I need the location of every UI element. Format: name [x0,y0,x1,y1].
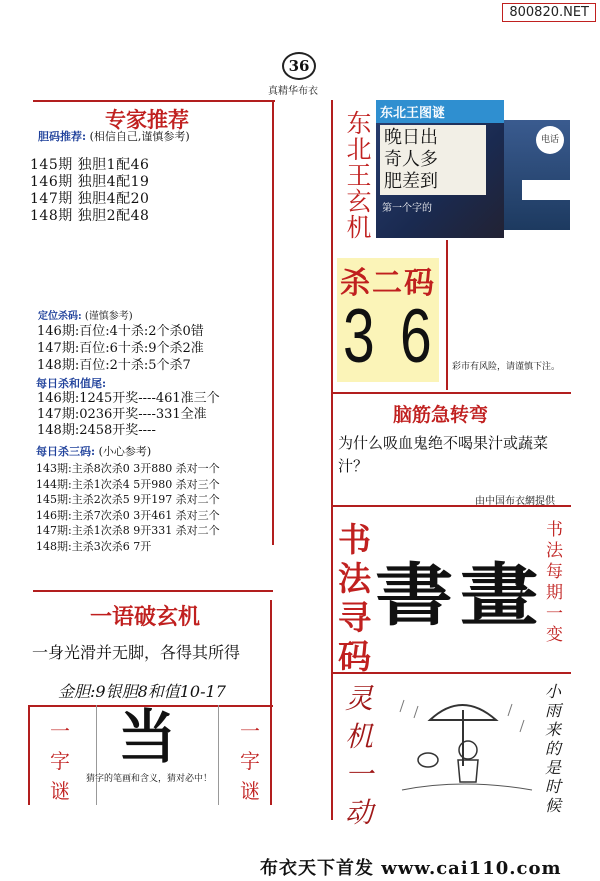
calligraphy-left-title: 书法寻码 [338,520,371,676]
list-item: 146期:1245开奖----461准三个 [37,391,220,406]
ad-phone-panel [504,120,570,230]
ad-heading: 东北王图谜 [376,100,504,123]
masthead-logo: 36 [282,52,316,80]
list-item: 148期 独胆2配48 [30,208,150,224]
list-item: 143期:主杀8次杀0 3开880 杀对一个 [36,462,220,475]
phrase-riddle-title: 一语破玄机 [90,604,201,630]
one-char-side-label-left: 一字谜 [50,719,70,803]
inspiration-title: 灵机一动 [345,682,374,829]
list-item: 147期:主杀1次杀8 9开331 杀对二个 [36,524,220,537]
phone-icon: 电话 [536,126,564,154]
experts-title: 专家推荐 [105,107,189,132]
calligraphy-glyph: 書畫 [375,556,546,636]
ad-line: 晚日出 [384,127,438,148]
phrase-riddle-text: 一身光滑并无脚，各得其所得 [32,643,241,662]
list-item: 146期:百位:4十杀:2个杀0错 [37,324,204,339]
experts-list [30,157,149,225]
experts-subtitle-note: (相信自己,谨慎参考) [89,130,190,143]
list-item: 147期:百位:6十杀:9个杀2准 [37,341,204,356]
list-item: 145期:主杀2次杀5 9开197 杀对二个 [36,493,220,506]
daily-three-list [36,461,220,554]
kill-two-title: 杀二码 [340,266,436,301]
risk-note: 彩市有风险，请谨慎下注。 [452,362,561,372]
list-item: 148期:百位:2十杀:5个杀7 [37,358,191,373]
brain-teaser-credit: 由中国布衣網提供 [475,496,555,507]
list-item: 144期:主杀1次杀4 5开980 杀对三个 [36,477,220,491]
list-item: 146期 独胆4配19 [30,174,150,190]
list-item: 148期:主杀3次杀6 7开 [36,539,152,553]
site-badge: 800820.NET [502,3,596,22]
ad-panel [376,100,504,238]
ad-line: 肥差到 [384,171,438,192]
ad-caption: 第一个字的 [382,203,432,214]
list-item: 148期:2458开奖---- [37,423,156,438]
one-char: 当 [118,703,177,771]
one-char-side-label-right: 一字谜 [240,719,260,803]
daily-tail-label: 每日杀和值尾: [36,377,107,390]
position-kill-list [37,323,204,374]
inspiration-poem: 小雨来的是时候 [545,682,562,815]
umbrella-illustration [392,690,537,800]
brain-teaser-question: 为什么吸血鬼绝不喝果汁或蔬菜汁？ [338,434,549,475]
calligraphy-right-title: 书法每期一变 [546,520,563,645]
daily-three-label: 每日杀三码: [36,445,96,458]
experts-subtitle-label: 胆码推荐: [38,130,87,143]
one-char-hint: 猜字的笔画和含义，猜对必中！ [86,774,213,784]
vertical-title: 东北王玄机 [343,110,372,240]
kill-digit: 3 [343,294,375,379]
gold-line: 金胆:9银胆8和值10-17 [58,682,226,701]
daily-three-heading [36,443,151,459]
position-kill-note: (谨慎参考) [84,311,133,322]
masthead-subtitle: 真精华布衣 [268,86,318,97]
footer-text: 布衣天下首发 www.cai110.com [260,858,562,879]
list-item: 147期:0236开奖----331全准 [37,407,207,422]
experts-subtitle [38,128,190,144]
position-kill-label: 定位杀码: [38,311,82,322]
list-item: 145期 独胆1配46 [30,157,150,173]
position-kill-heading [38,307,133,322]
daily-tail-list [37,391,220,439]
kill-digit: 6 [400,294,432,379]
brain-teaser-title: 脑筋急转弯 [393,404,489,426]
list-item: 147期 独胆4配20 [30,191,150,207]
ad-line: 奇人多 [384,149,438,170]
list-item: 146期:主杀7次杀0 3开461 杀对三个 [36,508,220,522]
daily-three-note: (小心参考) [98,445,152,458]
